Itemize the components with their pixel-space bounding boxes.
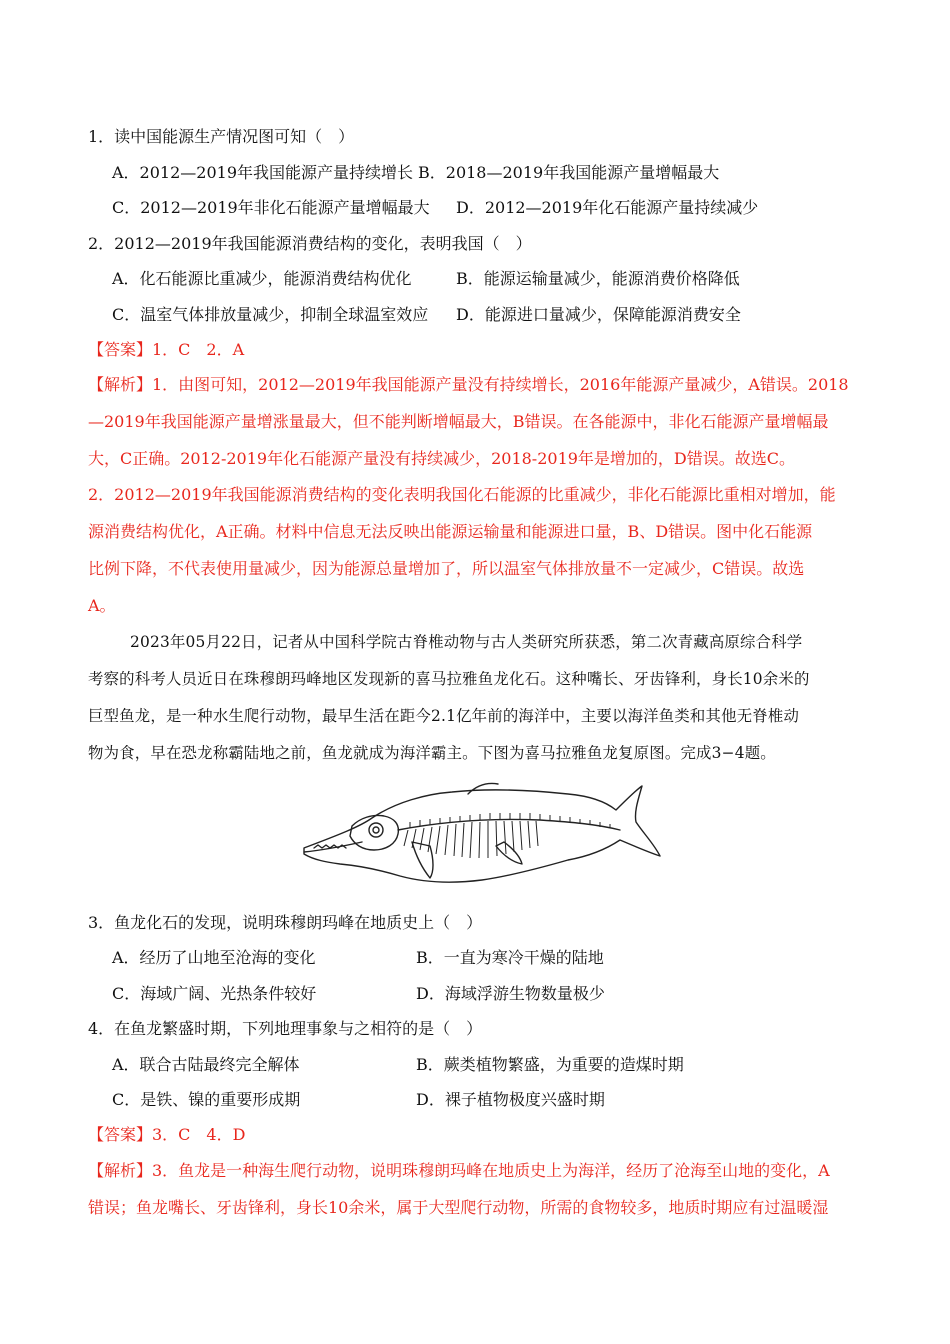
question-3-option-d: D．海域浮游生物数量极少 (416, 984, 605, 1003)
passage-line: 2023年05月22日，记者从中国科学院古脊椎动物与古人类研究所获悉，第二次青藏高原综合科学 (130, 633, 803, 651)
question-3-option-b: B．一直为寒冷干燥的陆地 (416, 948, 604, 967)
question-1-option-a: A．2012—2019年我国能源产量持续增长 (112, 163, 413, 182)
answer-1-2: 【答案】1．C 2．A (88, 340, 245, 359)
question-1-stem: 1．读中国能源生产情况图可知（ ） (88, 127, 355, 146)
analysis-line: 比例下降，不代表使用量减少，因为能源总量增加了，所以温室气体排放量不一定减少，C错误。故选 (88, 559, 805, 578)
question-2-stem: 2．2012—2019年我国能源消费结构的变化，表明我国（ ） (88, 234, 532, 253)
question-4-option-c: C．是铁、镍的重要形成期 (112, 1090, 301, 1109)
question-2-option-d: D．能源进口量减少，保障能源消费安全 (456, 305, 741, 324)
question-4-option-a: A．联合古陆最终完全解体 (112, 1055, 300, 1074)
analysis-line: 【解析】1．由图可知，2012—2019年我国能源产量没有持续增长，2016年能源产量减少，A错误。2018 (88, 375, 849, 394)
ichthyosaur-fossil-illustration (300, 772, 662, 890)
question-4-option-d: D．裸子植物极度兴盛时期 (416, 1090, 605, 1109)
question-1-option-d: D．2012—2019年化石能源产量持续减少 (456, 198, 759, 217)
analysis-line: 2．2012—2019年我国能源消费结构的变化表明我国化石能源的比重减少，非化石能源比重相对增加，能 (88, 485, 836, 504)
passage-line: 考察的科考人员近日在珠穆朗玛峰地区发现新的喜马拉雅鱼龙化石。这种嘴长、牙齿锋利，身长10余米的 (88, 670, 810, 688)
question-3-option-a: A．经历了山地至沧海的变化 (112, 948, 316, 967)
analysis-line: —2019年我国能源产量增涨量最大，但不能判断增幅最大，B错误。在各能源中，非化石能源产量增幅最 (88, 412, 829, 431)
question-3-option-c: C．海域广阔、光热条件较好 (112, 984, 317, 1003)
analysis-line: 源消费结构优化，A正确。材料中信息无法反映出能源运输量和能源进口量，B、D错误。图中化石能源 (88, 522, 813, 541)
question-3-stem: 3．鱼龙化石的发现，说明珠穆朗玛峰在地质史上（ ） (88, 913, 483, 932)
question-1-option-c: C．2012—2019年非化石能源产量增幅最大 (112, 198, 430, 217)
analysis-line: 【解析】3．鱼龙是一种海生爬行动物，说明珠穆朗玛峰在地质史上为海洋，经历了沧海至山地的变化，A (88, 1161, 830, 1180)
answer-3-4: 【答案】3．C 4．D (88, 1125, 246, 1144)
question-1-option-b: B．2018—2019年我国能源产量增幅最大 (418, 163, 720, 182)
question-2-option-a: A．化石能源比重减少，能源消费结构优化 (112, 269, 412, 288)
question-2-option-b: B．能源运输量减少，能源消费价格降低 (456, 269, 740, 288)
analysis-line: 大，C正确。2012-2019年化石能源产量没有持续减少，2018-2019年是增加的，D错误。故选C。 (88, 449, 796, 468)
passage-line: 物为食，早在恐龙称霸陆地之前，鱼龙就成为海洋霸主。下图为喜马拉雅鱼龙复原图。完成3−4题。 (88, 744, 776, 762)
question-4-stem: 4．在鱼龙繁盛时期，下列地理事象与之相符的是（ ） (88, 1019, 483, 1038)
question-4-option-b: B．蕨类植物繁盛，为重要的造煤时期 (416, 1055, 684, 1074)
analysis-line: A。 (88, 596, 116, 615)
analysis-line: 错误；鱼龙嘴长、牙齿锋利，身长10余米，属于大型爬行动物，所需的食物较多，地质时期应有过温暖湿 (88, 1198, 829, 1217)
passage-line: 巨型鱼龙，是一种水生爬行动物，最早生活在距今2.1亿年前的海洋中，主要以海洋鱼类和其他无脊椎动 (88, 707, 800, 725)
question-2-option-c: C．温室气体排放量减少，抑制全球温室效应 (112, 305, 429, 324)
